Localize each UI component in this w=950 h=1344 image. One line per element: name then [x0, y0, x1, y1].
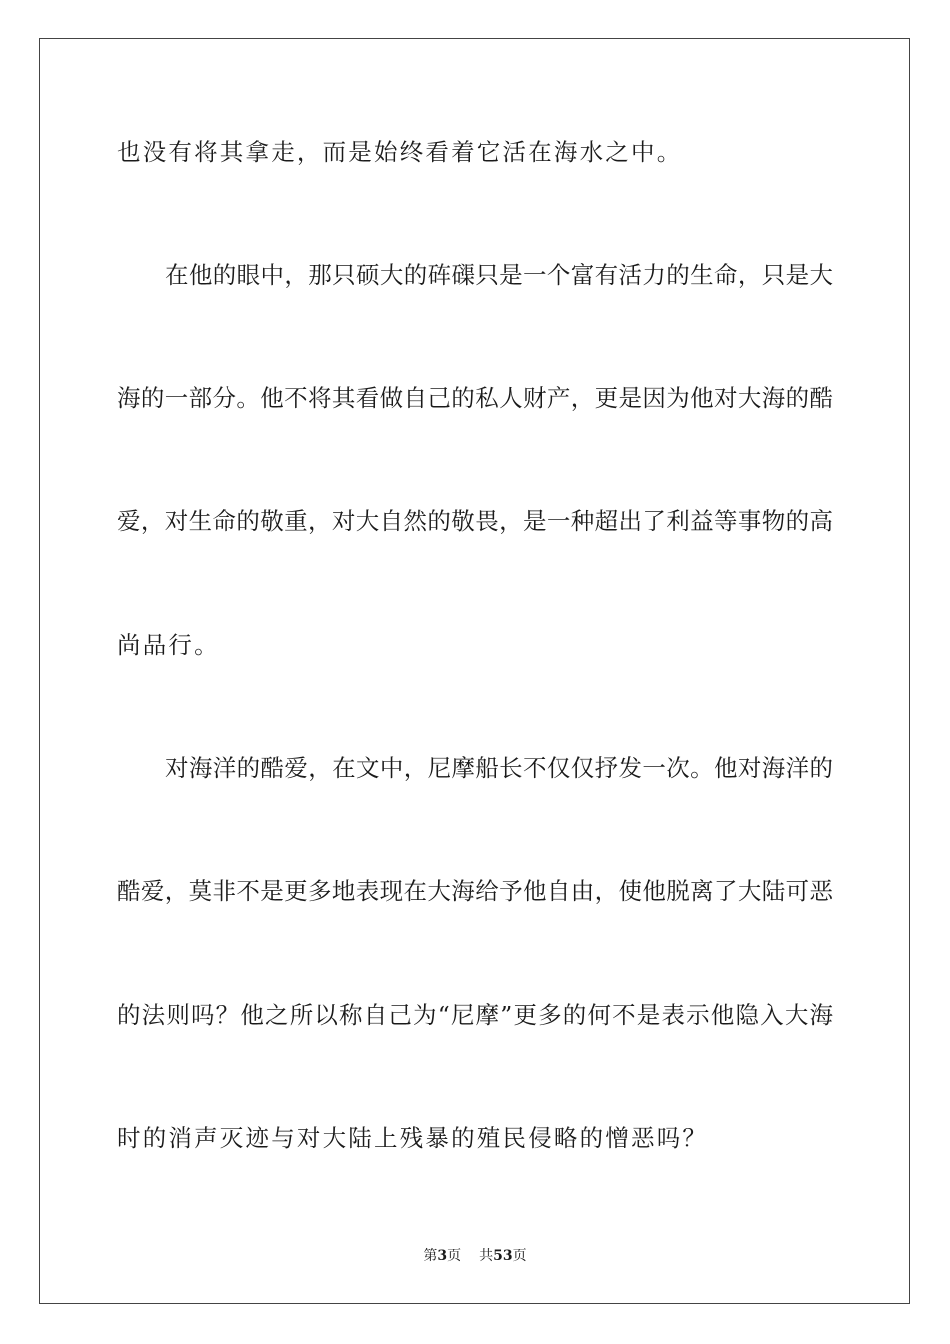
text-line: 爱，对生命的敬重，对大自然的敬畏，是一种超出了利益等事物的高 — [117, 507, 833, 535]
current-page-number: 3 — [437, 1248, 448, 1264]
text-line: 的法则吗？他之所以称自己为“尼摩”更多的何不是表示他隐入大海 — [117, 1001, 833, 1029]
footer-total-suffix: 页 — [512, 1248, 527, 1264]
footer-total-prefix: 共 — [479, 1248, 494, 1264]
page-border — [39, 38, 910, 1304]
text-line: 也没有将其拿走，而是始终看着它活在海水之中。 — [117, 138, 683, 166]
page-footer — [0, 1247, 950, 1265]
text-line: 时的消声灭迹与对大陆上残暴的殖民侵略的憎恶吗？ — [117, 1124, 709, 1152]
footer-prefix: 第 — [423, 1248, 438, 1264]
text-line: 海的一部分。他不将其看做自己的私人财产，更是因为他对大海的酷 — [117, 384, 833, 412]
text-line: 酷爱，莫非不是更多地表现在大海给予他自由，使他脱离了大陆可恶 — [117, 877, 833, 905]
text-line: 尚品行。 — [117, 631, 220, 659]
text-line: 对海洋的酷爱，在文中，尼摩船长不仅仅抒发一次。他对海洋的 — [165, 754, 833, 782]
total-pages-number: 53 — [493, 1248, 513, 1264]
text-line: 在他的眼中，那只硕大的砗磲只是一个富有活力的生命，只是大 — [165, 261, 833, 289]
footer-page-suffix: 页 — [447, 1248, 462, 1264]
